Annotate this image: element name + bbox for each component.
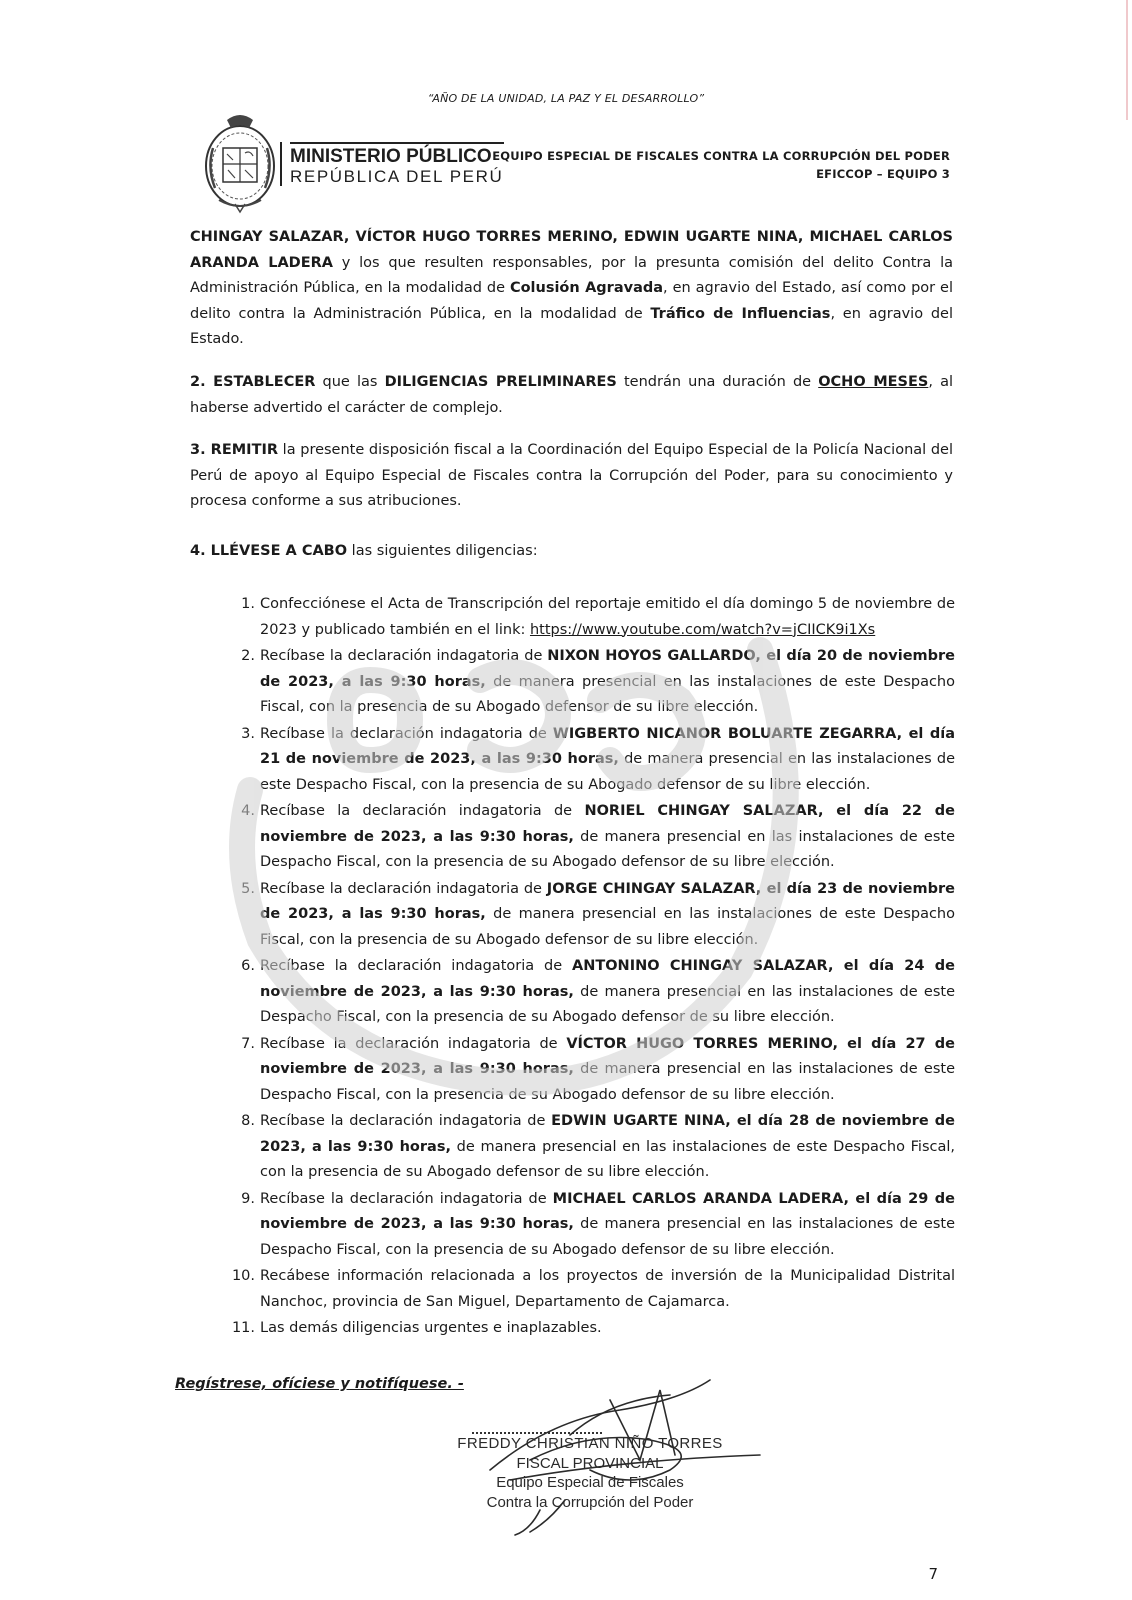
item-text: Recíbase la declaración indagatoria de <box>260 1190 553 1207</box>
youtube-link[interactable]: https://www.youtube.com/watch?v=jCIICK9i1Xs <box>529 621 876 638</box>
paragraph-2 <box>190 370 953 421</box>
item-text-end: de manera presencial en las instalaciones de este Despacho Fiscal, con la presencia de su Abogado defensor de su libre elección. <box>260 751 955 793</box>
item-bold: NIXON HOYOS GALLARDO, el día 20 de noviembre de 2023, a las 9:30 horas, <box>260 648 955 690</box>
item-number: 6. <box>241 958 255 974</box>
intro-text-3: , en agravio del Estado. <box>190 305 953 347</box>
item-number: 1. <box>241 596 255 612</box>
list-item <box>220 799 955 876</box>
item-text-end: de manera presencial en las instalaciones de este Despacho Fiscal, con la presencia de su Abogado defensor de su libre elección. <box>260 906 955 948</box>
institution-country: REPÚBLICA DEL PERÚ <box>290 167 504 186</box>
intro-paragraph <box>190 225 953 353</box>
item-text-end: de manera presencial en las instalaciones de este Despacho Fiscal, con la presencia de su Abogado defensor de su libre elección. <box>260 983 955 1025</box>
diligencias-list <box>220 592 955 1343</box>
intro-text-2: , en agravio del Estado, así como por el delito contra la Administración Pública, en la modalidad de <box>190 280 953 322</box>
item-text-end: de manera presencial en las instalaciones de este Despacho Fiscal, con la presencia de su Abogado defensor de su libre elección. <box>260 1216 955 1258</box>
item-text: Recíbase la declaración indagatoria de <box>260 880 547 897</box>
p2-lead: 2. ESTABLECER <box>190 374 316 390</box>
national-seal-icon <box>197 108 283 214</box>
institution-logo <box>280 142 504 186</box>
p4-lead: 4. LLÉVESE A CABO <box>190 543 348 559</box>
signer-name: FREDDY CHRISTIAN NIÑO TORRES <box>457 1435 723 1452</box>
list-item <box>220 1264 955 1315</box>
item-text-end: de manera presencial en las instalaciones de este Despacho Fiscal, con la presencia de su Abogado defensor de su libre elección. <box>260 673 955 715</box>
list-item <box>220 722 955 799</box>
list-item <box>220 592 955 643</box>
p2-diligencias: DILIGENCIAS PRELIMINARES <box>384 374 617 390</box>
item-number: 5. <box>241 880 255 897</box>
signer-unit-2: Contra la Corrupción del Poder <box>486 1493 694 1511</box>
item-text-end: de manera presencial en las instalaciones de este Despacho Fiscal, con la presencia de su Abogado defensor de su libre elección. <box>260 1061 955 1103</box>
list-item <box>220 954 955 1031</box>
item-number: 9. <box>241 1190 255 1207</box>
p4-text: las siguientes diligencias: <box>347 543 538 559</box>
signer-unit-1: Equipo Especial de Fiscales <box>496 1474 684 1491</box>
paragraph-3 <box>190 438 953 515</box>
page-number: 7 <box>928 1565 938 1583</box>
item-text-end: de manera presencial en las instalaciones de este Despacho Fiscal, con la presencia de su Abogado defensor de su libre elección. <box>260 828 955 870</box>
list-item <box>220 1316 955 1342</box>
list-item <box>220 1032 955 1109</box>
institution-name: MINISTERIO PÚBLICO <box>290 146 492 167</box>
item-text: Recíbase la declaración indagatoria de <box>260 958 572 974</box>
item-text: Recíbase la declaración indagatoria de <box>260 803 585 819</box>
item-text: Recíbase la declaración indagatoria de <box>260 725 553 742</box>
p2-text-3: , al haberse advertido el carácter de complejo. <box>190 374 953 416</box>
list-item <box>220 877 955 954</box>
item-text: Recíbase la declaración indagatoria de <box>260 648 548 664</box>
signature-block <box>455 1434 725 1512</box>
item-bold: EDWIN UGARTE NINA, el día 28 de noviembre de 2023, a las 9:30 horas, <box>260 1113 956 1155</box>
item-text: Confecciónese el Acta de Transcripción del reportaje emitido el día domingo 5 de noviembre de 2023 y publicado también en el link: <box>260 596 955 638</box>
item-bold: NORIEL CHINGAY SALAZAR, el día 22 de noviembre de 2023, a las 9:30 horas, <box>260 803 955 845</box>
item-number: 8. <box>241 1113 255 1129</box>
signer-title: FISCAL PROVINCIAL <box>516 1454 664 1472</box>
list-item <box>220 644 955 721</box>
item-number: 2. <box>241 648 255 664</box>
item-number: 7. <box>241 1035 255 1052</box>
item-text-end: de manera presencial en las instalaciones de este Despacho Fiscal, con la presencia de su Abogado defensor de su libre elección. <box>260 1138 955 1180</box>
crime-influence: Tráfico de Influencias <box>650 305 831 322</box>
item-bold: ANTONINO CHINGAY SALAZAR, el día 24 de noviembre de 2023, a las 9:30 horas, <box>260 958 955 1000</box>
item-bold: MICHAEL CARLOS ARANDA LADERA, el día 29 de noviembre de 2023, a las 9:30 horas, <box>260 1190 955 1232</box>
team-name: EQUIPO ESPECIAL DE FISCALES CONTRA LA CORRUPCIÓN DEL PODER <box>492 149 950 163</box>
list-item <box>220 1109 955 1186</box>
p3-text: la presente disposición fiscal a la Coordinación del Equipo Especial de la Policía Nacional del Perú de apoyo al Equipo Especial de Fiscales contra la Corrupción del Poder, para su conocimiento y procesa conforme a sus atribuciones. <box>190 442 953 509</box>
item-text: Las demás diligencias urgentes e inaplazables. <box>260 1320 602 1336</box>
item-number: 10. <box>231 1268 255 1284</box>
item-bold: VÍCTOR HUGO TORRES MERINO, el día 27 de noviembre de 2023, a las 9:30 horas, <box>260 1035 955 1077</box>
p2-text-2: tendrán una duración de <box>616 374 819 390</box>
item-text: Recábese información relacionada a los proyectos de inversión de la Municipalidad Distrital Nanchoc, provincia de San Miguel, Departamento de Cajamarca. <box>260 1268 955 1310</box>
p2-text-1: que las <box>315 374 385 390</box>
intro-names: CHINGAY SALAZAR, VÍCTOR HUGO TORRES MERINO, EDWIN UGARTE NINA, MICHAEL CARLOS ARANDA LADERA <box>190 229 953 271</box>
p2-duration: OCHO MESES <box>818 374 929 390</box>
intro-text-1: y los que resulten responsables, por la presunta comisión del delito Contra la Administración Pública, en la modalidad de <box>190 254 953 296</box>
closing-formula: Regístrese, ofíciese y notifíquese. - <box>175 1376 464 1392</box>
team-code: EFICCOP – EQUIPO 3 <box>816 167 950 181</box>
item-bold: WIGBERTO NICANOR BOLUARTE ZEGARRA, el día 21 de noviembre de 2023, a las 9:30 horas, <box>260 725 956 767</box>
list-item <box>220 1187 955 1264</box>
paragraph-4 <box>190 539 953 565</box>
page-motto: “AÑO DE LA UNIDAD, LA PAZ Y EL DESARROLLO” <box>427 92 705 105</box>
item-text: Recíbase la declaración indagatoria de <box>260 1113 552 1129</box>
item-text: Recíbase la declaración indagatoria de <box>260 1035 567 1052</box>
team-header <box>492 147 950 183</box>
p3-lead: 3. REMITIR <box>190 442 279 458</box>
crime-collusion: Colusión Agravada <box>509 280 664 296</box>
item-number: 4. <box>241 803 255 819</box>
item-number: 3. <box>241 725 255 742</box>
item-bold: JORGE CHINGAY SALAZAR, el día 23 de noviembre de 2023, a las 9:30 horas, <box>260 880 955 922</box>
item-number: 11. <box>231 1320 255 1336</box>
